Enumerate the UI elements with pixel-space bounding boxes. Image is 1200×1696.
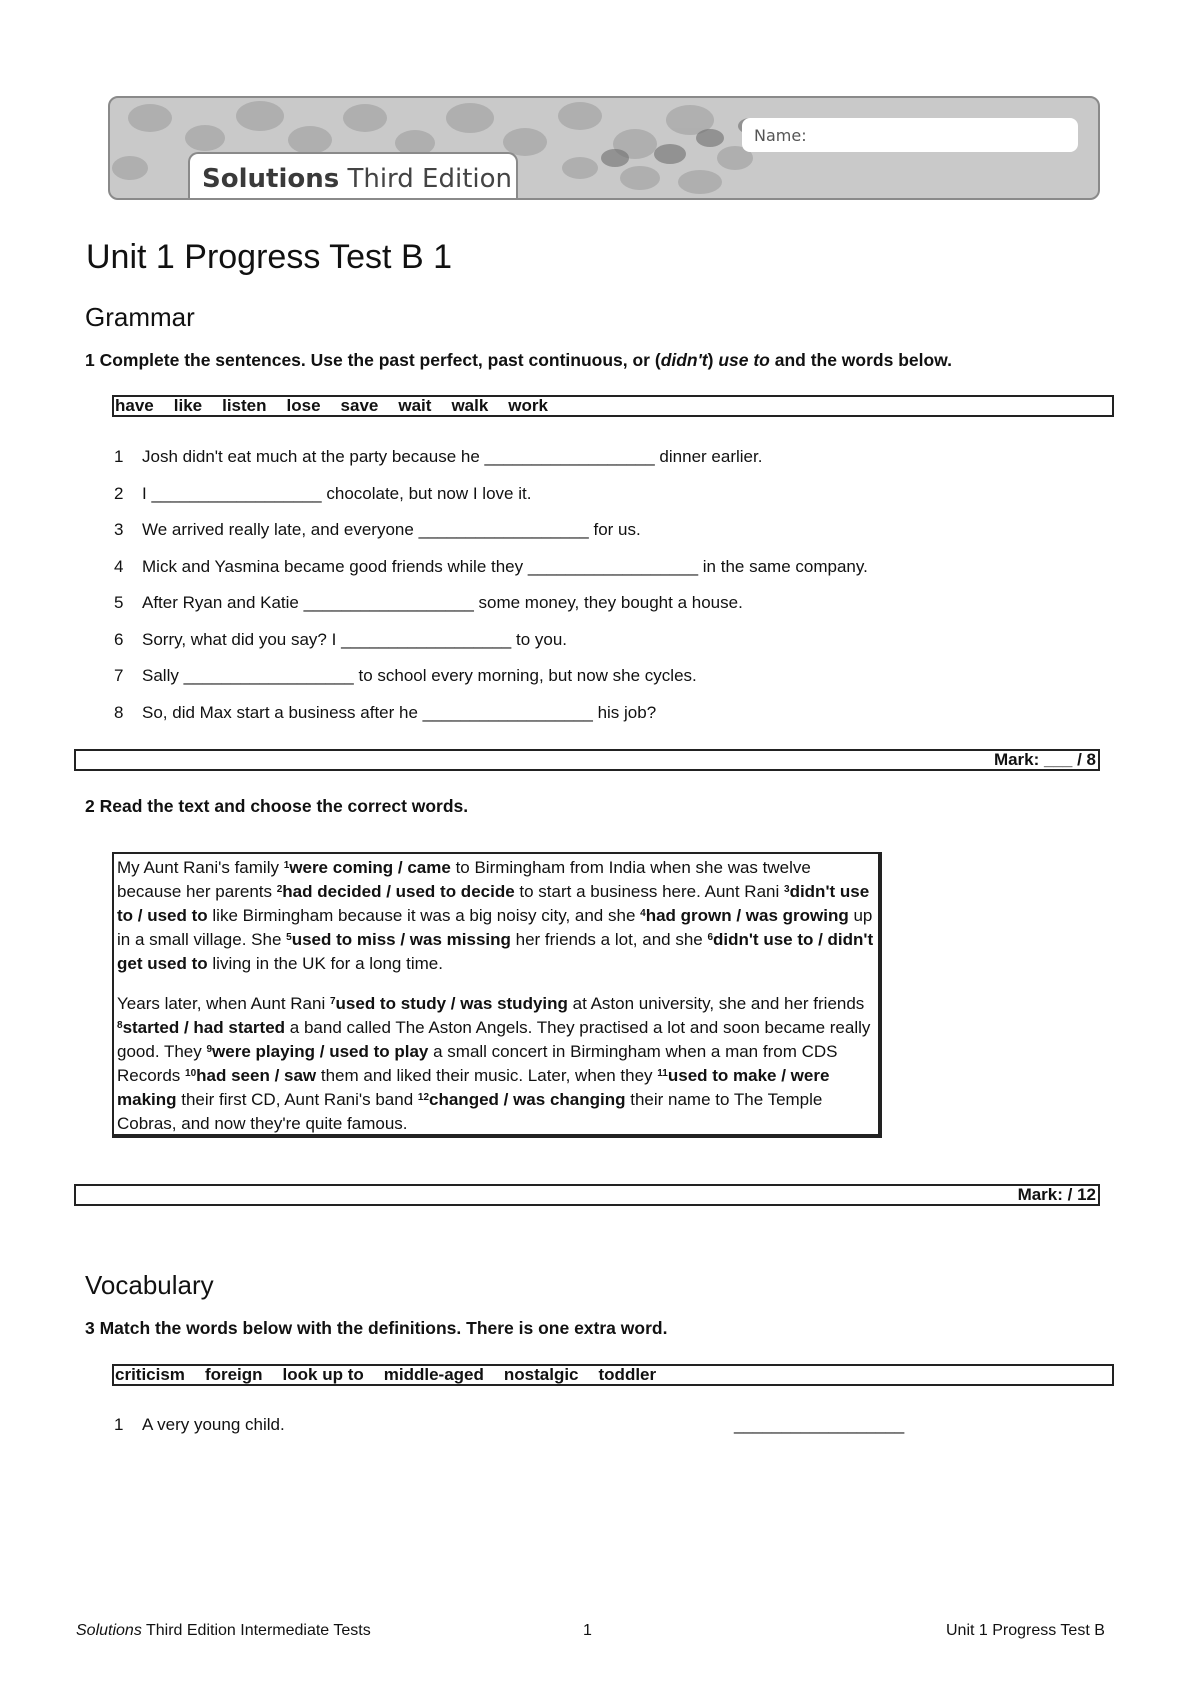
task1-item: [114, 630, 567, 650]
item-number: 6: [114, 629, 124, 649]
gap-number: 3: [784, 884, 790, 895]
task1-item: [114, 593, 743, 613]
gap-number: 6: [707, 932, 714, 943]
answer-blank[interactable]: __________________: [422, 702, 593, 722]
item-text-before: Mick and Yasmina became good friends while they: [142, 556, 528, 576]
footer-left: Solutions Third Edition Intermediate Tests: [76, 1622, 371, 1639]
item-text-before: So, did Max start a business after he: [142, 702, 423, 722]
answer-blank[interactable]: __________________: [527, 556, 699, 576]
word-option: wait: [398, 396, 432, 415]
brand-logo: Solutions Third Edition: [188, 152, 518, 198]
word-choice[interactable]: had decided / used to decide: [282, 882, 515, 901]
task3-item-1-blank[interactable]: __________________: [734, 1415, 905, 1434]
task1-instruction: 1 Complete the sentences. Use the past perfect, past continuous, or (didn't) use to and the words below.: [85, 350, 953, 370]
word-option: nostalgic: [503, 1365, 579, 1384]
header-banner: [108, 96, 1100, 200]
passage-text: living in the UK for a long time.: [207, 954, 443, 973]
word-choice[interactable]: didn't use to / didn't get used to: [117, 930, 874, 973]
name-field[interactable]: Name:: [742, 118, 1078, 152]
word-option: middle-aged: [383, 1365, 484, 1384]
word-choice[interactable]: were coming / came: [289, 858, 451, 877]
item-text-before: I: [142, 483, 152, 503]
reading-paragraph-2: [117, 992, 874, 1136]
word-option: save: [340, 396, 379, 415]
passage-text: them and liked their music. Later, when they: [316, 1066, 658, 1085]
word-option: toddler: [598, 1365, 657, 1384]
item-text-before: Sorry, what did you say? I: [142, 629, 342, 649]
item-text-before: We arrived really late, and everyone: [142, 520, 419, 539]
passage-text: a band called The Aston Angels. They practised a lot and soon became really good. They: [117, 1018, 871, 1061]
item-number: 1: [114, 447, 124, 466]
passage-text: her friends a lot, and she: [510, 930, 708, 949]
gap-number: 9: [206, 1044, 213, 1055]
gap-number: 1: [283, 860, 290, 871]
footer-page-number: 1: [583, 1622, 592, 1639]
word-option: walk: [451, 396, 489, 415]
word-option: work: [508, 396, 548, 415]
passage-text: Years later, when Aunt Rani: [117, 994, 330, 1013]
item-text-after: chocolate, but now I love it.: [321, 483, 532, 503]
word-option: criticism: [115, 1365, 185, 1384]
task1-item: [114, 557, 868, 577]
answer-blank[interactable]: __________________: [484, 447, 655, 466]
item-text-before: Josh didn't eat much at the party because he: [142, 447, 485, 466]
passage-text: like Birmingham because it was a big noisy city, and she: [207, 906, 641, 925]
item-number: 3: [114, 520, 124, 539]
word-option: like: [173, 396, 203, 415]
word-choice[interactable]: were playing / used to play: [212, 1042, 429, 1061]
gap-number: 4: [640, 908, 646, 919]
word-choice[interactable]: had grown / was growing: [645, 906, 849, 925]
passage-text: their first CD, Aunt Rani's band: [176, 1090, 418, 1109]
word-choice[interactable]: didn't use to / used to: [117, 882, 870, 925]
gap-number: 12: [417, 1092, 430, 1103]
task2-instruction: 2 Read the text and choose the correct words.: [85, 796, 469, 816]
passage-text: My Aunt Rani's family: [117, 858, 284, 877]
gap-number: 8: [117, 1020, 123, 1031]
item-number: 8: [114, 702, 124, 722]
gap-number: 2: [276, 884, 283, 895]
word-choice[interactable]: started / had started: [122, 1018, 286, 1037]
word-choice[interactable]: used to make / were making: [117, 1066, 830, 1109]
gap-number: 10: [185, 1068, 197, 1079]
answer-blank[interactable]: __________________: [151, 483, 322, 503]
passage-text: their name to The Temple Cobras, and now they're quite famous.: [117, 1090, 823, 1133]
task1-item: [114, 484, 531, 504]
item-number: 2: [114, 483, 124, 503]
gap-number: 5: [286, 932, 292, 943]
page-title: Unit 1 Progress Test B 1: [86, 238, 452, 276]
item-text-before: After Ryan and Katie: [142, 593, 304, 612]
task1-word-box: [112, 395, 1114, 417]
item-number: 7: [114, 666, 124, 685]
item-text-after: some money, they bought a house.: [473, 593, 743, 612]
task1-item: [114, 703, 656, 723]
grammar-heading: Grammar: [85, 302, 195, 332]
item-text-after: to school every morning, but now she cycles.: [353, 666, 697, 685]
word-choice[interactable]: changed / was changing: [429, 1090, 626, 1109]
item-text-after: to you.: [511, 629, 568, 649]
footer-right: Unit 1 Progress Test B: [946, 1622, 1105, 1639]
item-text-after: in the same company.: [698, 556, 868, 576]
task3-word-box: [112, 1364, 1114, 1386]
passage-text: a small concert in Birmingham when a man from CDS Records: [117, 1042, 838, 1085]
item-text-after: his job?: [592, 702, 657, 722]
task2-mark: Mark: / 12: [74, 1184, 1100, 1206]
reading-paragraph-1: [117, 856, 874, 976]
reading-text-box: [112, 852, 882, 1138]
gap-number: 11: [657, 1068, 668, 1079]
task3-item-1: 1 A very young child.: [114, 1415, 285, 1434]
item-number: 5: [114, 593, 124, 612]
word-option: lose: [286, 396, 321, 415]
gap-number: 7: [329, 996, 336, 1007]
task1-item: [114, 666, 697, 686]
item-text-before: Sally: [142, 666, 184, 685]
task1-item: [114, 520, 641, 540]
passage-text: up in a small village. She: [117, 906, 873, 949]
item-text-after: dinner earlier.: [654, 447, 763, 466]
task1-item: [114, 447, 762, 467]
item-number: 4: [114, 556, 124, 576]
word-option: foreign: [204, 1365, 263, 1384]
task3-instruction: 3 Match the words below with the definitions. There is one extra word.: [85, 1318, 668, 1338]
word-choice[interactable]: had seen / saw: [196, 1066, 317, 1085]
task1-mark: Mark: ___ / 8: [74, 749, 1100, 771]
word-option: look up to: [282, 1365, 364, 1384]
passage-text: to start a business here. Aunt Rani: [514, 882, 784, 901]
answer-blank[interactable]: __________________: [183, 666, 354, 685]
item-text-after: for us.: [588, 520, 641, 539]
vocabulary-heading: Vocabulary: [85, 1270, 214, 1300]
word-option: listen: [222, 396, 267, 415]
word-choice[interactable]: used to study / was studying: [335, 994, 568, 1013]
answer-blank[interactable]: __________________: [303, 593, 474, 612]
answer-blank[interactable]: __________________: [341, 629, 512, 649]
answer-blank[interactable]: __________________: [418, 520, 589, 539]
passage-text: to Birmingham from India when she was twelve because her parents: [117, 858, 811, 901]
word-option: have: [115, 396, 154, 415]
passage-text: at Aston university, she and her friends: [567, 994, 865, 1013]
word-choice[interactable]: used to miss / was missing: [291, 930, 511, 949]
